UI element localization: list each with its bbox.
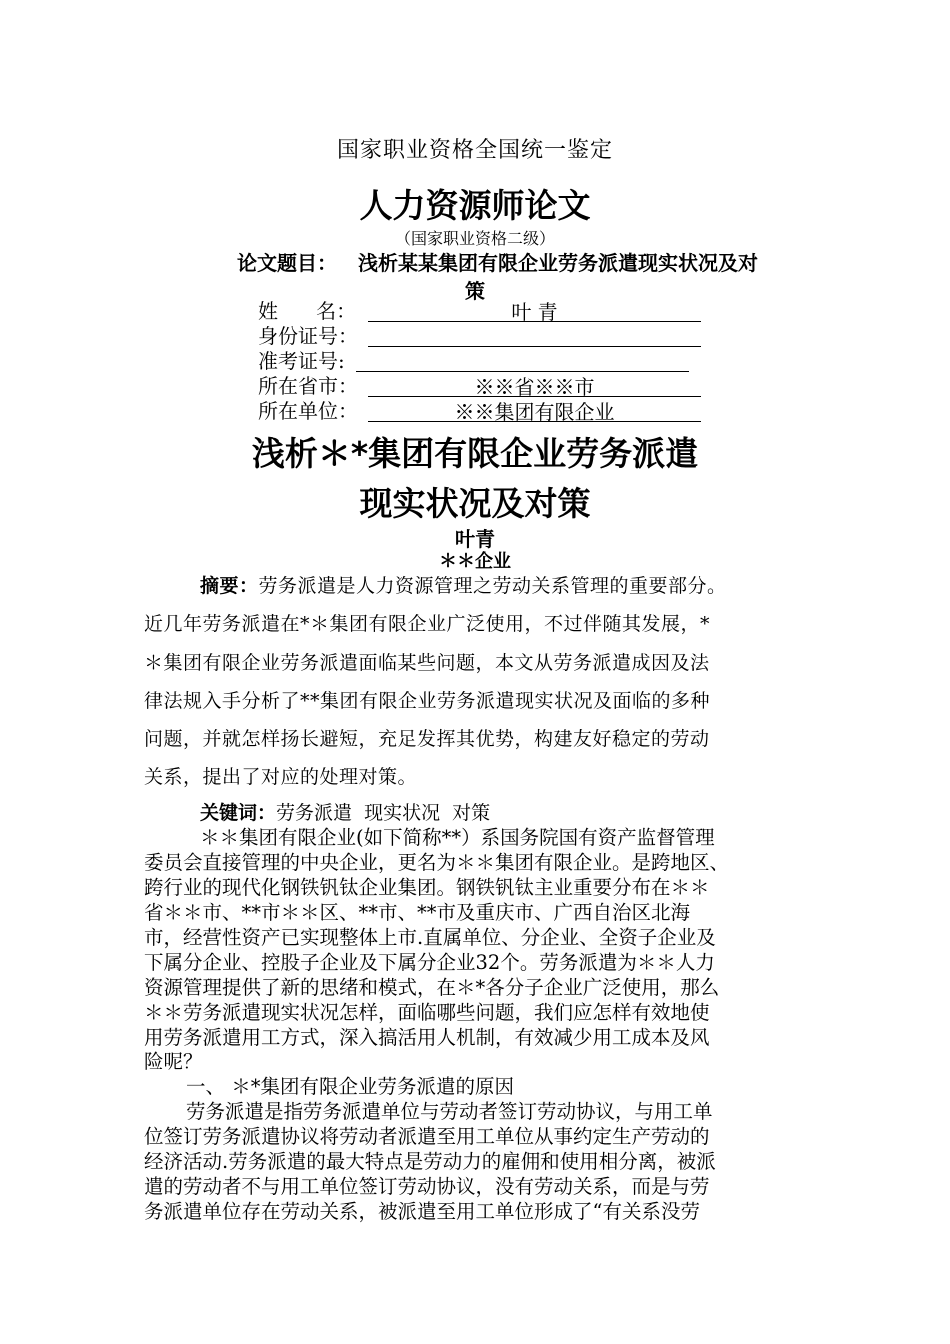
province-value: ※※省※※市 (368, 374, 701, 397)
author-name: 叶青 (455, 527, 495, 551)
body-line: 务派遣单位存在劳动关系，被派遣至用工单位形成了“有关系没劳 (144, 1200, 700, 1223)
exam-header: 国家职业资格全国统一鉴定 (336, 138, 613, 163)
paper-title-line-2: 现实状况及对策 (359, 484, 591, 523)
topic-label: 论文题目： (237, 251, 337, 275)
paper-title-line-1: 浅析＊*集团有限企业劳务派遣 (251, 434, 699, 473)
exam-number-field (258, 348, 368, 374)
body-line: 委员会直接管理的中央企业，更名为＊＊集团有限企业。是跨地区、 (144, 851, 730, 874)
body-line: 跨行业的现代化钢铁钒钛企业集团。钢铁钒钛主业重要分布在＊＊ (144, 876, 710, 899)
abstract-line: 近几年劳务派遣在*＊集团有限企业广泛使用，不过伴随其发展，* (144, 613, 711, 635)
exam-number-label: 准考证号: (258, 349, 345, 373)
body-line: ＊＊劳务派遣现实状况怎样，面临哪些问题，我们应怎样有效地使 (144, 1001, 710, 1024)
topic-text-continued: 策 (465, 279, 485, 303)
abstract-line (200, 571, 727, 598)
unit-label: 所在单位： (258, 399, 358, 423)
id-value (368, 324, 701, 347)
body-line: 资源管理提供了新的思绪和模式，在＊*各分子企业广泛使用，那么 (144, 976, 720, 999)
abstract-line: 问题，并就怎样扬长避短，充足发挥其优势，构建友好稳定的劳动 (144, 728, 710, 750)
unit-field (258, 398, 615, 424)
province-label: 所在省市： (258, 374, 358, 398)
section-heading: 一、 ＊*集团有限企业劳务派遣的原因 (186, 1075, 514, 1098)
body-line: 遣的劳动者不与用工单位签订劳动协议，没有劳动关系，而是与劳 (144, 1175, 710, 1198)
body-line: ＊＊集团有限企业(如下简称**）系国务院国有资产监督管理 (200, 826, 715, 849)
body-line: 用劳务派遣用工方式，深入搞活用人机制，有效减少用工成本及风 (144, 1026, 710, 1049)
unit-value: ※※集团有限企业 (368, 399, 701, 422)
topic-text: 浅析某某集团有限企业劳务派遣现实状况及对 (357, 251, 758, 275)
abstract-text: 劳务派遣是人力资源管理之劳动关系管理的重要部分。 (258, 575, 727, 597)
body-line: 劳务派遣是指劳务派遣单位与劳动者签订劳动协议，与用工单 (186, 1100, 713, 1123)
topic-line (237, 250, 812, 277)
author-organization: ＊＊企业 (439, 551, 511, 572)
id-label: 身份证号： (258, 324, 358, 348)
body-line: 下属分企业、控股子企业及下属分企业32个。劳务派遣为＊＊人力 (144, 951, 715, 974)
abstract-line: 律法规入手分析了**集团有限企业劳务派遣现实状况及面临的多种 (144, 690, 711, 712)
body-line: 省＊＊市、**市＊＊区、**市、**市及重庆市、广西自治区北海 (144, 901, 691, 924)
document-title: 人力资源师论文 (359, 186, 591, 225)
keywords-label: 关键词： (200, 802, 277, 824)
keywords-text: 劳务派遣 现实状况 对策 (276, 802, 491, 824)
name-label: 姓 名： (258, 299, 357, 323)
keywords-line (200, 798, 490, 825)
province-field (258, 373, 595, 399)
body-line: 险呢？ (144, 1050, 203, 1073)
id-field (258, 323, 368, 349)
abstract-line: ＊集团有限企业劳务派遣面临某些问题，本文从劳务派遣成因及法 (144, 652, 710, 674)
body-line: 经济活动.劳务派遣的最大特点是劳动力的雇佣和使用相分离，被派 (144, 1150, 716, 1173)
name-field (258, 298, 558, 324)
abstract-line: 关系，提出了对应的处理对策。 (144, 766, 418, 788)
body-line: 位签订劳务派遣协议将劳动者派遣至用工单位从事约定生产劳动的 (144, 1125, 710, 1148)
qualification-level: （国家职业资格二级） (394, 229, 555, 248)
name-value: 叶 青 (368, 299, 701, 322)
exam-number-value (356, 349, 689, 372)
abstract-label: 摘要： (200, 575, 259, 597)
body-line: 市，经营性资产已实现整体上市.直属单位、分企业、全资子企业及 (144, 926, 716, 949)
